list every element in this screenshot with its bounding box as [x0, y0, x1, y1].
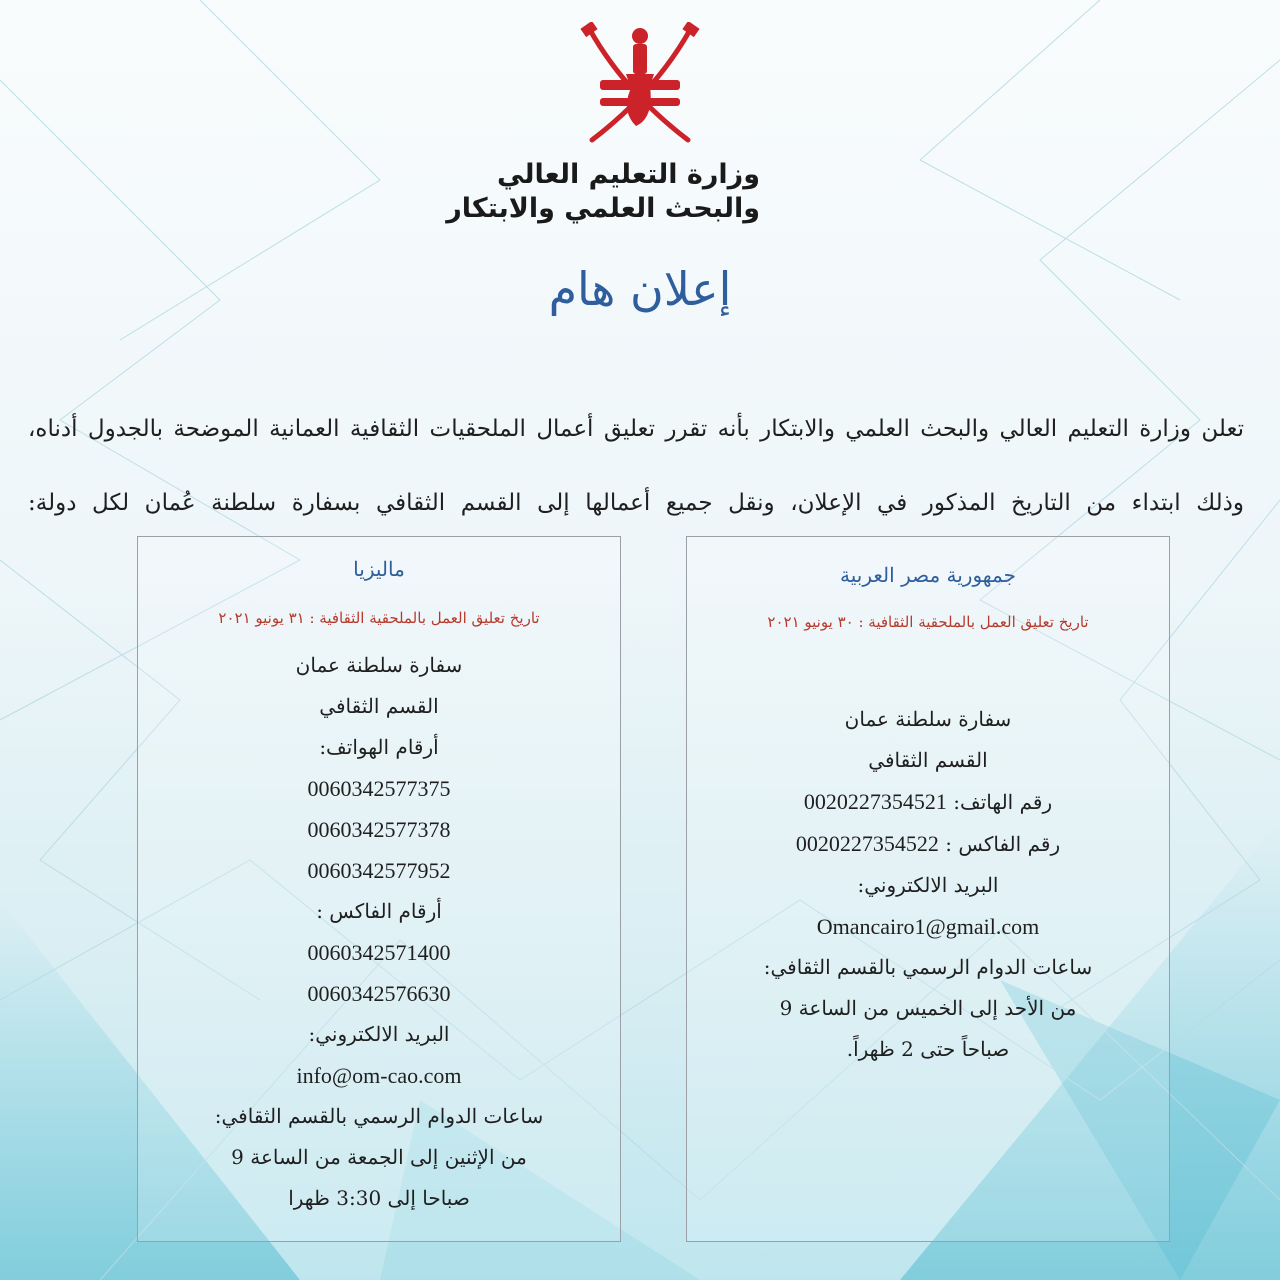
- ministry-line-2: والبحث العلمي والابتكار: [446, 193, 760, 224]
- egypt-hours-line-1: من الأحد إلى الخميس من الساعة 9: [779, 996, 1077, 1020]
- malaysia-email-label: البريد الالكتروني:: [308, 1022, 450, 1046]
- egypt-suspension-date: تاريخ تعليق العمل بالملحقية الثقافية : ٣٠ يونيو ٢٠٢١: [767, 613, 1089, 631]
- egypt-info-box: [686, 536, 1170, 1242]
- ministry-line-1: وزارة التعليم العالي: [497, 159, 760, 190]
- announcement-intro: تعلن وزارة التعليم العالي والبحث العلمي والابتكار بأنه تقرر تعليق أعمال الملحقيات الثقافية العمانية الموضحة بالجدول أدناه، وذلك ابتداء من التاريخ المذكور في الإعلان، ونقل جميع أعمالها إلى القسم الثقافي بسفارة سلطنة عُمان لكل دولة:: [28, 416, 1244, 516]
- malaysia-hours-label: ساعات الدوام الرسمي بالقسم الثقافي:: [214, 1104, 544, 1128]
- malaysia-country-name: ماليزيا: [353, 557, 405, 581]
- egypt-fax-label: رقم الفاكس :: [945, 832, 1061, 856]
- malaysia-phones-label: أرقام الهواتف:: [319, 735, 439, 759]
- egypt-fax-row: [687, 823, 1169, 865]
- egypt-email-label: البريد الالكتروني:: [857, 873, 999, 897]
- egypt-country-name: جمهورية مصر العربية: [840, 563, 1016, 587]
- malaysia-email[interactable]: info@om-cao.com: [296, 1063, 462, 1088]
- malaysia-hours-line-1: من الإثنين إلى الجمعة من الساعة 9: [231, 1145, 527, 1169]
- malaysia-embassy: سفارة سلطنة عمان: [295, 653, 463, 677]
- egypt-email[interactable]: Omancairo1@gmail.com: [816, 914, 1040, 939]
- malaysia-phone-3[interactable]: 0060342577952: [307, 858, 451, 883]
- egypt-phone-row: [687, 781, 1169, 823]
- malaysia-hours-line-2: صباحا إلى 3:30 ظهرا: [288, 1186, 470, 1210]
- malaysia-fax-label: أرقام الفاكس :: [316, 899, 442, 923]
- egypt-phone-number[interactable]: 0020227354521: [803, 789, 947, 814]
- egypt-hours-label: ساعات الدوام الرسمي بالقسم الثقافي:: [763, 955, 1093, 979]
- ministry-name: [380, 158, 760, 226]
- announcement-title: إعلان هام: [548, 262, 732, 316]
- oman-emblem-icon: [570, 22, 710, 157]
- malaysia-info-box: [137, 536, 621, 1242]
- malaysia-suspension-date: تاريخ تعليق العمل بالملحقية الثقافية : ٣١ يونيو ٢٠٢١: [218, 609, 540, 627]
- egypt-section: القسم الثقافي: [868, 748, 988, 772]
- egypt-phone-label: رقم الهاتف:: [953, 790, 1053, 814]
- egypt-fax-number: 0020227354522: [795, 831, 939, 856]
- malaysia-phone-1[interactable]: 0060342577375: [307, 776, 451, 801]
- egypt-hours-line-2: صباحاً حتى 2 ظهراً.: [846, 1037, 1010, 1061]
- egypt-embassy: سفارة سلطنة عمان: [844, 707, 1012, 731]
- malaysia-section: القسم الثقافي: [319, 694, 439, 718]
- malaysia-fax-1: 0060342571400: [307, 940, 451, 965]
- malaysia-fax-2: 0060342576630: [307, 981, 451, 1006]
- malaysia-phone-2[interactable]: 0060342577378: [307, 817, 451, 842]
